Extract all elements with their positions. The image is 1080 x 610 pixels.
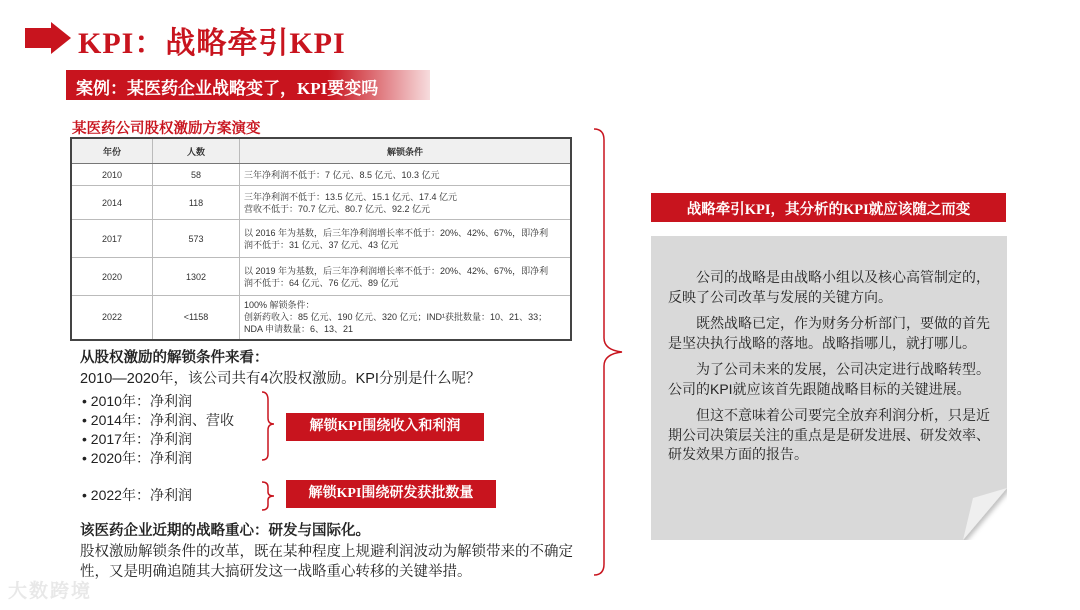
list-item: • 2022年：净利润 (82, 487, 192, 503)
section2-paragraph: 股权激励解锁条件的改革，既在某种程度上规避利润波动为解锁带来的不确定性，又是明确追随其大搞研发这一战略重心转移的关键举措。 (80, 544, 573, 580)
tag-rnd-approvals: 解锁KPI围绕研发获批数量 (286, 480, 496, 508)
list-item: • 2017年：净利润 (82, 431, 192, 447)
cell-year: 2022 (71, 296, 153, 340)
condition-line: 三年净利润不低于：7 亿元、8.5 亿元、10.3 亿元 (244, 169, 440, 180)
condition-line: 营收不低于：70.7 亿元、80.7 亿元、92.2 亿元 (244, 203, 431, 214)
cell-conditions (240, 164, 572, 186)
cell-count: 118 (153, 186, 240, 220)
cell-count: 573 (153, 220, 240, 258)
page-title: KPI：战略牵引KPI (78, 27, 346, 60)
list-item: • 2020年：净利润 (82, 450, 192, 466)
table-title: 某医药公司股权激励方案演变 (72, 121, 261, 137)
section1-line: 2010—2020年，该公司共有4次股权激励。KPI分别是什么呢？ (80, 371, 481, 387)
cell-count: <1158 (153, 296, 240, 340)
header-conditions: 解锁条件 (240, 138, 572, 164)
condition-line: 润不低于：31 亿元、37 亿元、43 亿元 (244, 239, 399, 250)
condition-line: 以 2016 年为基数，后三年净利润增长率不低于：20%、42%、67%，即净利 (244, 227, 549, 238)
cell-year: 2010 (71, 164, 153, 186)
note-paragraph: 为了公司未来的发展，公司决定进行战略转型。公司的KPI就应该首先跟随战略目标的关键进展。 (668, 361, 990, 397)
section2-heading: 该医药企业近期的战略重心：研发与国际化。 (80, 523, 370, 539)
table-header-row (71, 138, 571, 164)
title-arrow-icon (25, 22, 71, 54)
header-year: 年份 (71, 138, 153, 164)
cell-year: 2020 (71, 258, 153, 296)
watermark: 大数跨境 (8, 581, 93, 602)
section1-heading: 从股权激励的解锁条件来看： (80, 350, 269, 366)
right-banner-text: 战略牵引KPI，其分析的KPI就应该随之而变 (686, 202, 971, 218)
cell-year: 2017 (71, 220, 153, 258)
condition-line: 100% 解锁条件： (244, 300, 315, 311)
right-banner (651, 193, 1006, 222)
cell-conditions (240, 186, 572, 220)
cell-count: 58 (153, 164, 240, 186)
bracket-icon (258, 388, 278, 512)
note-paragraph: 但这不意味着公司要完全放弃利润分析，只是近期公司决策层关注的重点是是研发进展、研发效率、研发效果方面的报告。 (668, 407, 990, 462)
header-count: 人数 (153, 138, 240, 164)
table-row (71, 258, 571, 296)
list-item: • 2010年：净利润 (82, 393, 192, 409)
case-banner-text: 案例：某医药企业战略变了，KPI要变吗 (76, 79, 379, 98)
cell-conditions (240, 296, 572, 340)
incentive-table (70, 137, 572, 341)
cell-count: 1302 (153, 258, 240, 296)
condition-line: 创新药收入：85 亿元、190 亿元、320 亿元；IND¹获批数量：10、21、33； (244, 312, 548, 323)
tag-revenue-profit: 解锁KPI围绕收入和利润 (286, 413, 484, 441)
case-banner (66, 70, 430, 100)
condition-line: NDA 申请数量：6、13、21 (244, 324, 354, 335)
table-row (71, 164, 571, 186)
table-row (71, 186, 571, 220)
condition-line: 以 2019 年为基数，后三年净利润增长率不低于：20%、42%、67%，即净利 (244, 265, 549, 276)
note-paragraph: 既然战略已定，作为财务分析部门，要做的首先是坚决执行战略的落地。战略指哪儿，就打哪儿。 (668, 315, 990, 351)
cell-year: 2014 (71, 186, 153, 220)
table-row (71, 220, 571, 258)
cell-conditions (240, 220, 572, 258)
condition-line: 润不低于：64 亿元、76 亿元、89 亿元 (244, 277, 399, 288)
note-paragraph: 公司的战略是由战略小组以及核心高管制定的，反映了公司改革与发展的关键方向。 (668, 269, 990, 305)
table-row (71, 296, 571, 340)
note-text (668, 268, 992, 472)
list-item: • 2014年：净利润、营收 (82, 412, 234, 428)
large-bracket-icon (590, 126, 630, 578)
condition-line: 三年净利润不低于：13.5 亿元、15.1 亿元、17.4 亿元 (244, 191, 458, 202)
cell-conditions (240, 258, 572, 296)
